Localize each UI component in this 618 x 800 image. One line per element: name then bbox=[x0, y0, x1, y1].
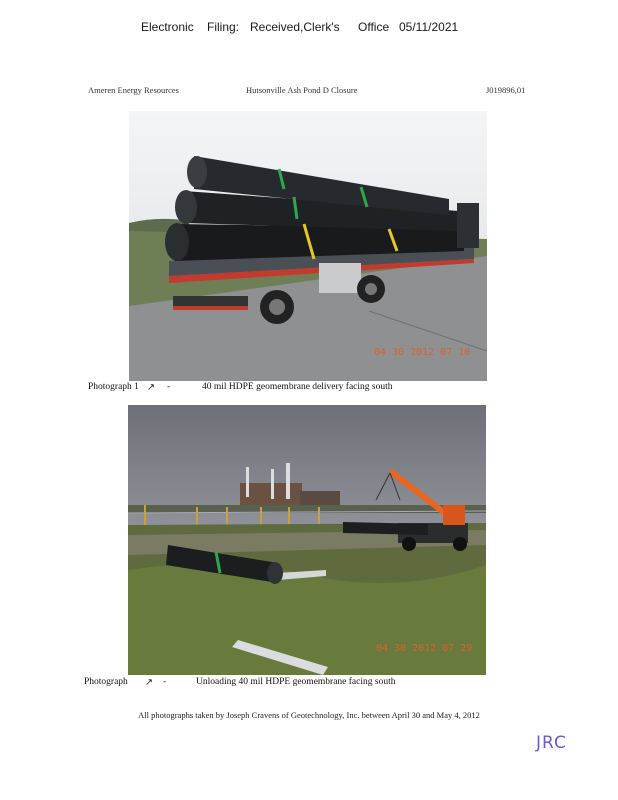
photo1-arrow-icon: ↗ bbox=[147, 383, 155, 393]
header-project: Hutsonville Ash Pond D Closure bbox=[246, 85, 358, 95]
photo2-caption-text: Unloading 40 mil HDPE geomembrane facing south bbox=[196, 677, 396, 687]
unloading-image bbox=[128, 405, 486, 675]
photo-credit-footer: All photographs taken by Joseph Cravens of Geotechnology, Inc. between April 30 and May 4, 2012 bbox=[138, 710, 480, 720]
header-project-number: J019896,01 bbox=[486, 85, 526, 95]
photo2-arrow-icon: ↗ bbox=[145, 678, 153, 688]
header-company: Ameren Energy Resources bbox=[88, 85, 179, 95]
stamp-filing: Filing: bbox=[207, 20, 240, 34]
stamp-electronic: Electronic bbox=[141, 20, 194, 34]
photo1-caption-text: 40 mil HDPE geomembrane delivery facing south bbox=[202, 382, 393, 392]
photograph-1 bbox=[129, 111, 487, 381]
stamp-office: Office bbox=[358, 20, 390, 34]
photo2-caption-label: Photograph bbox=[84, 677, 128, 687]
stamp-received: Received,Clerk's bbox=[250, 20, 340, 34]
stamp-date: 05/11/2021 bbox=[399, 20, 459, 34]
photo2-caption-mark: - bbox=[163, 677, 167, 687]
photo2-timestamp: 04 30 2012 07 29 bbox=[376, 643, 473, 654]
photograph-2 bbox=[128, 405, 486, 675]
photo1-caption-label: Photograph 1 bbox=[88, 382, 139, 392]
handwritten-initials: JRC bbox=[536, 733, 567, 753]
photo1-caption-mark: - bbox=[167, 382, 171, 392]
photo1-timestamp: 04 30 2012 07 10 bbox=[374, 347, 471, 358]
truck-delivery-image bbox=[129, 111, 487, 381]
